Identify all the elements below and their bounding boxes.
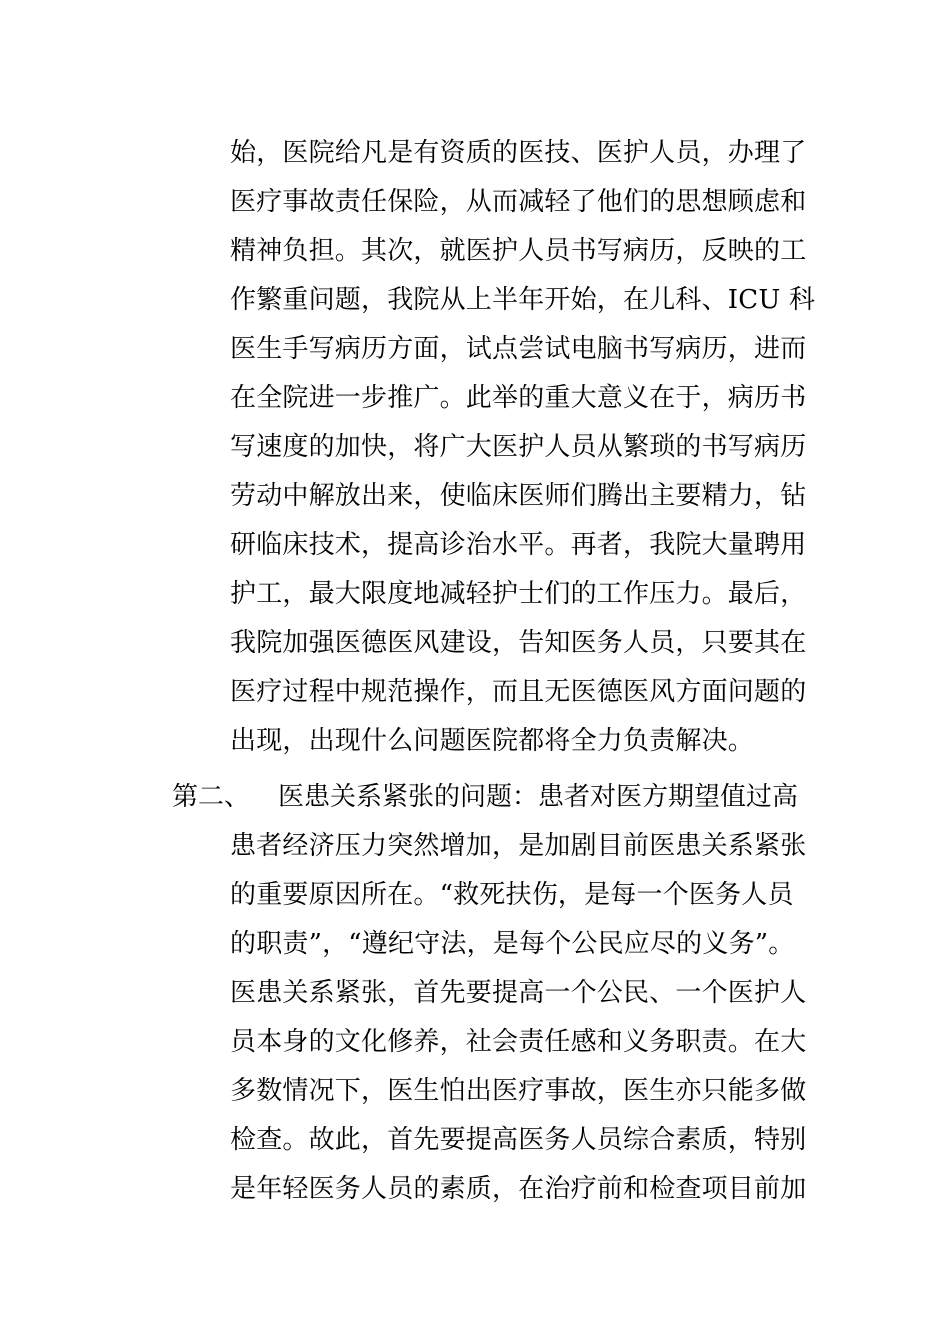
paragraph-line: 多数情况下，医生怕出医疗事故，医生亦只能多做 bbox=[230, 1076, 807, 1106]
paragraph-line: 劳动中解放出来，使临床医师们腾出主要精力，钻 bbox=[230, 481, 807, 511]
paragraph-line: 我院加强医德医风建设，告知医务人员，只要其在 bbox=[230, 628, 807, 658]
paragraph-line: 作繁重问题，我院从上半年开始，在儿科、ICU 科 bbox=[230, 285, 816, 315]
paragraph-line: 医患关系紧张，首先要提高一个公民、一个医护人 bbox=[230, 978, 807, 1008]
paragraph-line: 出现，出现什么问题医院都将全力负责解决。 bbox=[230, 726, 755, 756]
paragraph-line: 医疗事故责任保险，从而减轻了他们的思想顾虑和 bbox=[230, 187, 807, 217]
paragraph-line: 的职责”，“遵纪守法，是每个公民应尽的义务”。 bbox=[230, 929, 795, 959]
paragraph-line: 检查。故此，首先要提高医务人员综合素质，特别 bbox=[230, 1125, 807, 1155]
paragraph-line: 护工，最大限度地减轻护士们的工作压力。最后， bbox=[230, 579, 807, 609]
section-number: 第二、 bbox=[172, 782, 251, 812]
paragraph-line: 研临床技术，提高诊治水平。再者，我院大量聘用 bbox=[230, 530, 807, 560]
paragraph-line: 精神负担。其次，就医护人员书写病历，反映的工 bbox=[230, 236, 807, 266]
paragraph-line: 医生手写病历方面，试点尝试电脑书写病历，进而 bbox=[230, 334, 807, 364]
section-heading-line: 医患关系紧张的问题：患者对医方期望值过高 bbox=[278, 782, 799, 812]
paragraph-line: 医疗过程中规范操作，而且无医德医风方面问题的 bbox=[230, 677, 807, 707]
paragraph-line: 在全院进一步推广。此举的重大意义在于，病历书 bbox=[230, 383, 807, 413]
paragraph-line: 患者经济压力突然增加，是加剧目前医患关系紧张 bbox=[230, 831, 807, 861]
paragraph-line: 员本身的文化修养，社会责任感和义务职责。在大 bbox=[230, 1027, 807, 1057]
paragraph-line: 始，医院给凡是有资质的医技、医护人员，办理了 bbox=[230, 138, 807, 168]
paragraph-line: 写速度的加快，将广大医护人员从繁琐的书写病历 bbox=[230, 432, 807, 462]
paragraph-line: 是年轻医务人员的素质，在治疗前和检查项目前加 bbox=[230, 1174, 807, 1204]
paragraph-line: 的重要原因所在。“救死扶伤，是每一个医务人员 bbox=[230, 880, 794, 910]
